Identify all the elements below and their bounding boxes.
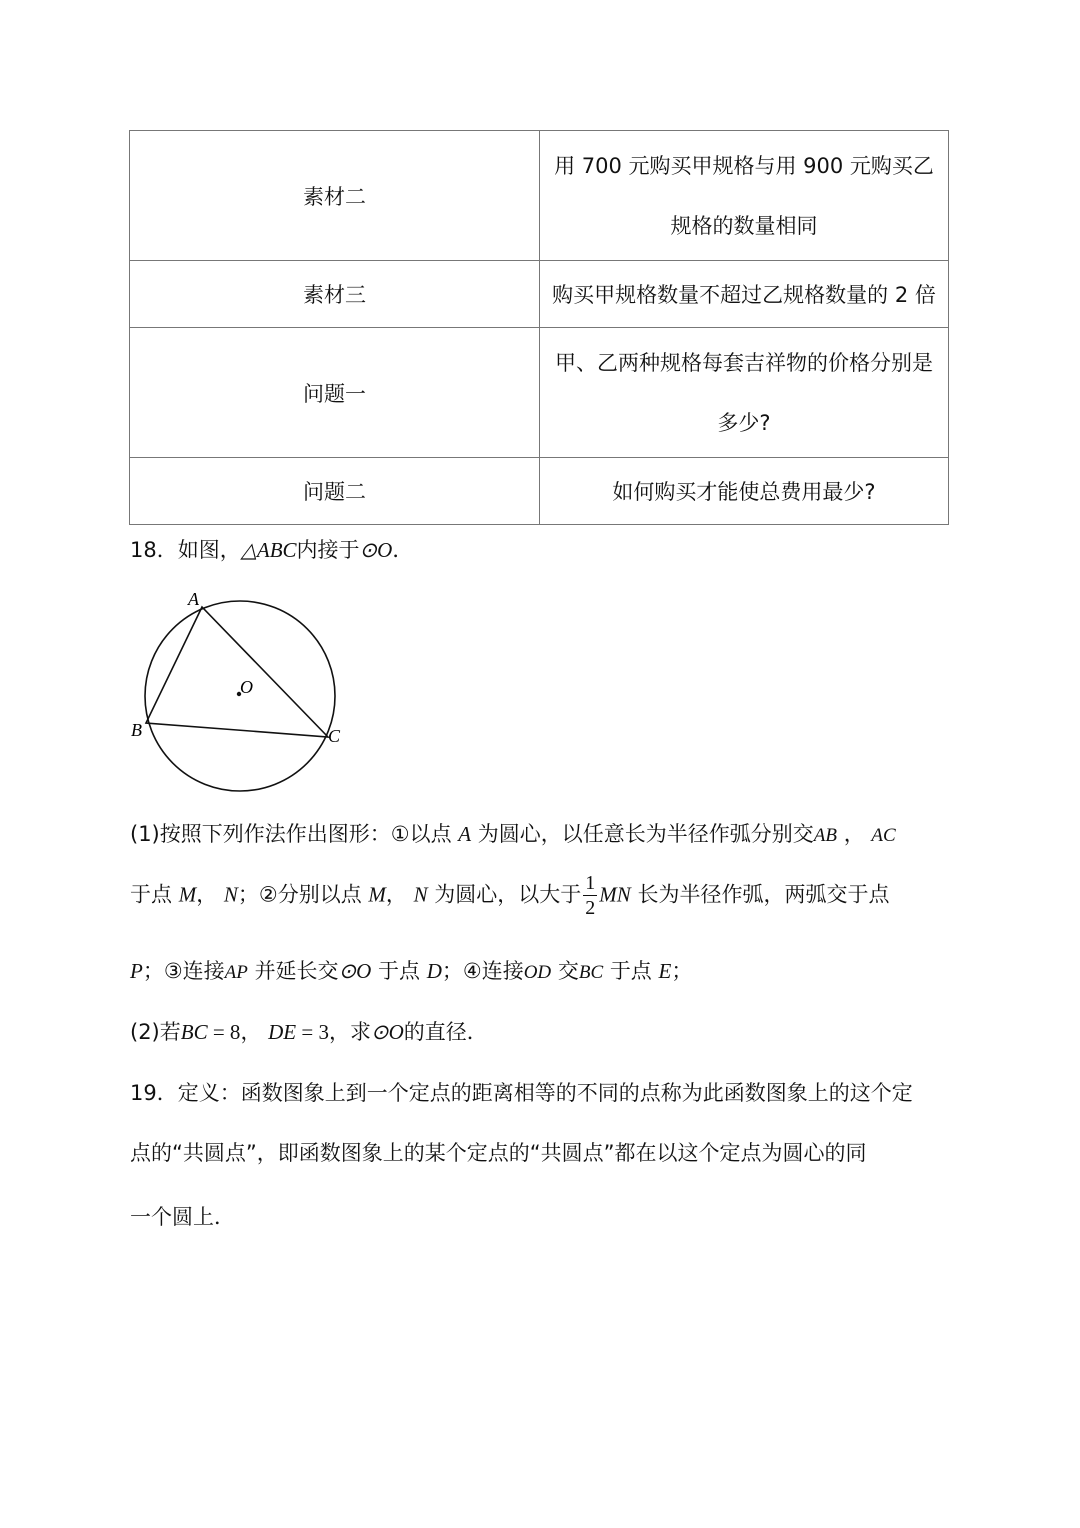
content-line: 购买甲规格数量不超过乙规格数量的 2 倍	[552, 283, 936, 307]
content-line: 用 700 元购买甲规格与用 900 元购买乙	[554, 153, 934, 178]
row-label: 素材三	[130, 261, 540, 328]
q18-part1-line3: P；③连接AP 并延长交⊙O 于点 D；④连接OD 交BC 于点 E；	[130, 959, 693, 983]
q18-part1-line1: (1)按照下列作法作出图形：①以点 A 为圆心，以任意长为半径作弧分别交AB ， AC	[130, 822, 896, 846]
content-line: 规格的数量相同	[670, 213, 818, 238]
q18-intro: 18．如图，△ABC内接于⊙O．	[130, 538, 414, 562]
content-line: 如何购买才能使总费用最少?	[612, 480, 876, 504]
label-o: O	[240, 677, 253, 697]
row-label: 问题二	[130, 458, 540, 525]
triangle-abc	[146, 607, 328, 737]
content-line: 多少?	[717, 410, 771, 435]
row-content	[540, 328, 949, 458]
row-label: 素材二	[130, 131, 540, 261]
row-content	[540, 261, 949, 328]
table-row	[130, 131, 949, 261]
content-line: 甲、乙两种规格每套吉祥物的价格分别是	[555, 350, 933, 375]
table-row	[130, 458, 949, 525]
q18-part1-line2: 于点 M， N；②分别以点 M， N 为圆心，以大于 $\frac{1}{2}$ MN 长为半径作弧，两弧交于点	[130, 872, 890, 919]
row-content	[540, 131, 949, 261]
q19-line2: 点的“共圆点”，即函数图象上的某个定点的“共圆点”都在以这个定点为圆心的同	[130, 1141, 867, 1165]
label-c: C	[328, 726, 341, 746]
materials-table	[129, 130, 949, 525]
q18-part2: (2)若BC = 8， DE = 3，求⊙O的直径．	[130, 1020, 488, 1044]
table-row	[130, 328, 949, 458]
circle-triangle-figure	[125, 585, 365, 795]
q19-line1: 19．定义：函数图象上到一个定点的距离相等的不同的点称为此函数图象上的这个定	[130, 1081, 913, 1105]
table-row	[130, 261, 949, 328]
row-content	[540, 458, 949, 525]
q19-line3: 一个圆上．	[130, 1205, 235, 1229]
fraction-half: $\frac{1}{2}$	[585, 872, 596, 919]
row-label: 问题一	[130, 328, 540, 458]
label-b: B	[131, 720, 142, 740]
label-a: A	[188, 589, 199, 609]
